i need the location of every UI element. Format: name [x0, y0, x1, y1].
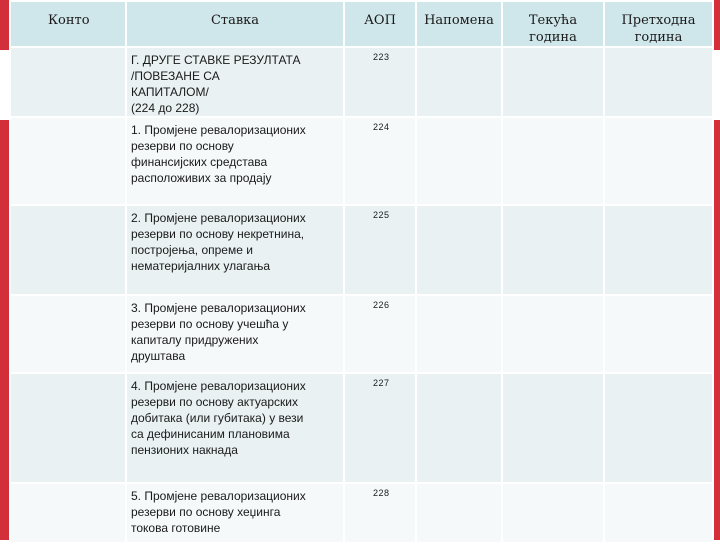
table-row [10, 483, 713, 543]
stavka-cell: 4. Промјене ревалоризационих резерви по основу актуарских добитака (или губитака) у вези са дефинисаним плановима пензионих накнада [126, 373, 344, 483]
header-aop: АОП [344, 1, 416, 47]
prethodna-cell [604, 47, 713, 117]
aop-cell: 227 [344, 373, 416, 483]
stavka-cell: 3. Промјене ревалоризационих резерви по основу учешћа у капиталу придружених друштава [126, 295, 344, 373]
napomena-cell [416, 47, 502, 117]
left-edge-gap [0, 50, 9, 120]
table-row [10, 47, 713, 117]
tekuca-cell [502, 483, 604, 543]
aop-cell: 225 [344, 205, 416, 295]
napomena-cell [416, 117, 502, 205]
tekuca-cell [502, 373, 604, 483]
prethodna-cell [604, 295, 713, 373]
tekuca-cell [502, 295, 604, 373]
konto-cell [10, 205, 126, 295]
prethodna-cell [604, 373, 713, 483]
tekuca-cell [502, 205, 604, 295]
aop-cell: 224 [344, 117, 416, 205]
konto-cell [10, 47, 126, 117]
prethodna-cell [604, 117, 713, 205]
konto-cell [10, 117, 126, 205]
table-row [10, 117, 713, 205]
tekuca-cell [502, 117, 604, 205]
napomena-cell [416, 373, 502, 483]
stavka-cell: 1. Промјене ревалоризационих резерви по основу финансијских средстава расположивих за продају [126, 117, 344, 205]
napomena-cell [416, 205, 502, 295]
stavka-cell: Г. ДРУГЕ СТАВКЕ РЕЗУЛТАТА /ПОВЕЗАНЕ СА КАПИТАЛОМ/ (224 до 228) [126, 47, 344, 117]
header-stavka: Ставка [126, 1, 344, 47]
napomena-cell [416, 295, 502, 373]
konto-cell [10, 373, 126, 483]
stavka-cell: 5. Промјене ревалоризационих резерви по основу хеџинга токова готовине [126, 483, 344, 543]
konto-cell [10, 295, 126, 373]
konto-cell [10, 483, 126, 543]
table-row [10, 205, 713, 295]
table-row [10, 373, 713, 483]
header-napomena: Напомена [416, 1, 502, 47]
table-header-row [10, 1, 713, 47]
prethodna-cell [604, 483, 713, 543]
tekuca-cell [502, 47, 604, 117]
aop-cell: 228 [344, 483, 416, 543]
prethodna-cell [604, 205, 713, 295]
aop-cell: 223 [344, 47, 416, 117]
napomena-cell [416, 483, 502, 543]
aop-cell: 226 [344, 295, 416, 373]
table-row [10, 295, 713, 373]
header-tekuca-godina: Текућа година [502, 1, 604, 47]
stavka-cell: 2. Промјене ревалоризационих резерви по основу некретнина, постројења, опреме и нематеријалних улагања [126, 205, 344, 295]
income-statement-table [9, 0, 714, 544]
header-konto: Конто [10, 1, 126, 47]
header-prethodna-godina: Претходна година [604, 1, 713, 47]
